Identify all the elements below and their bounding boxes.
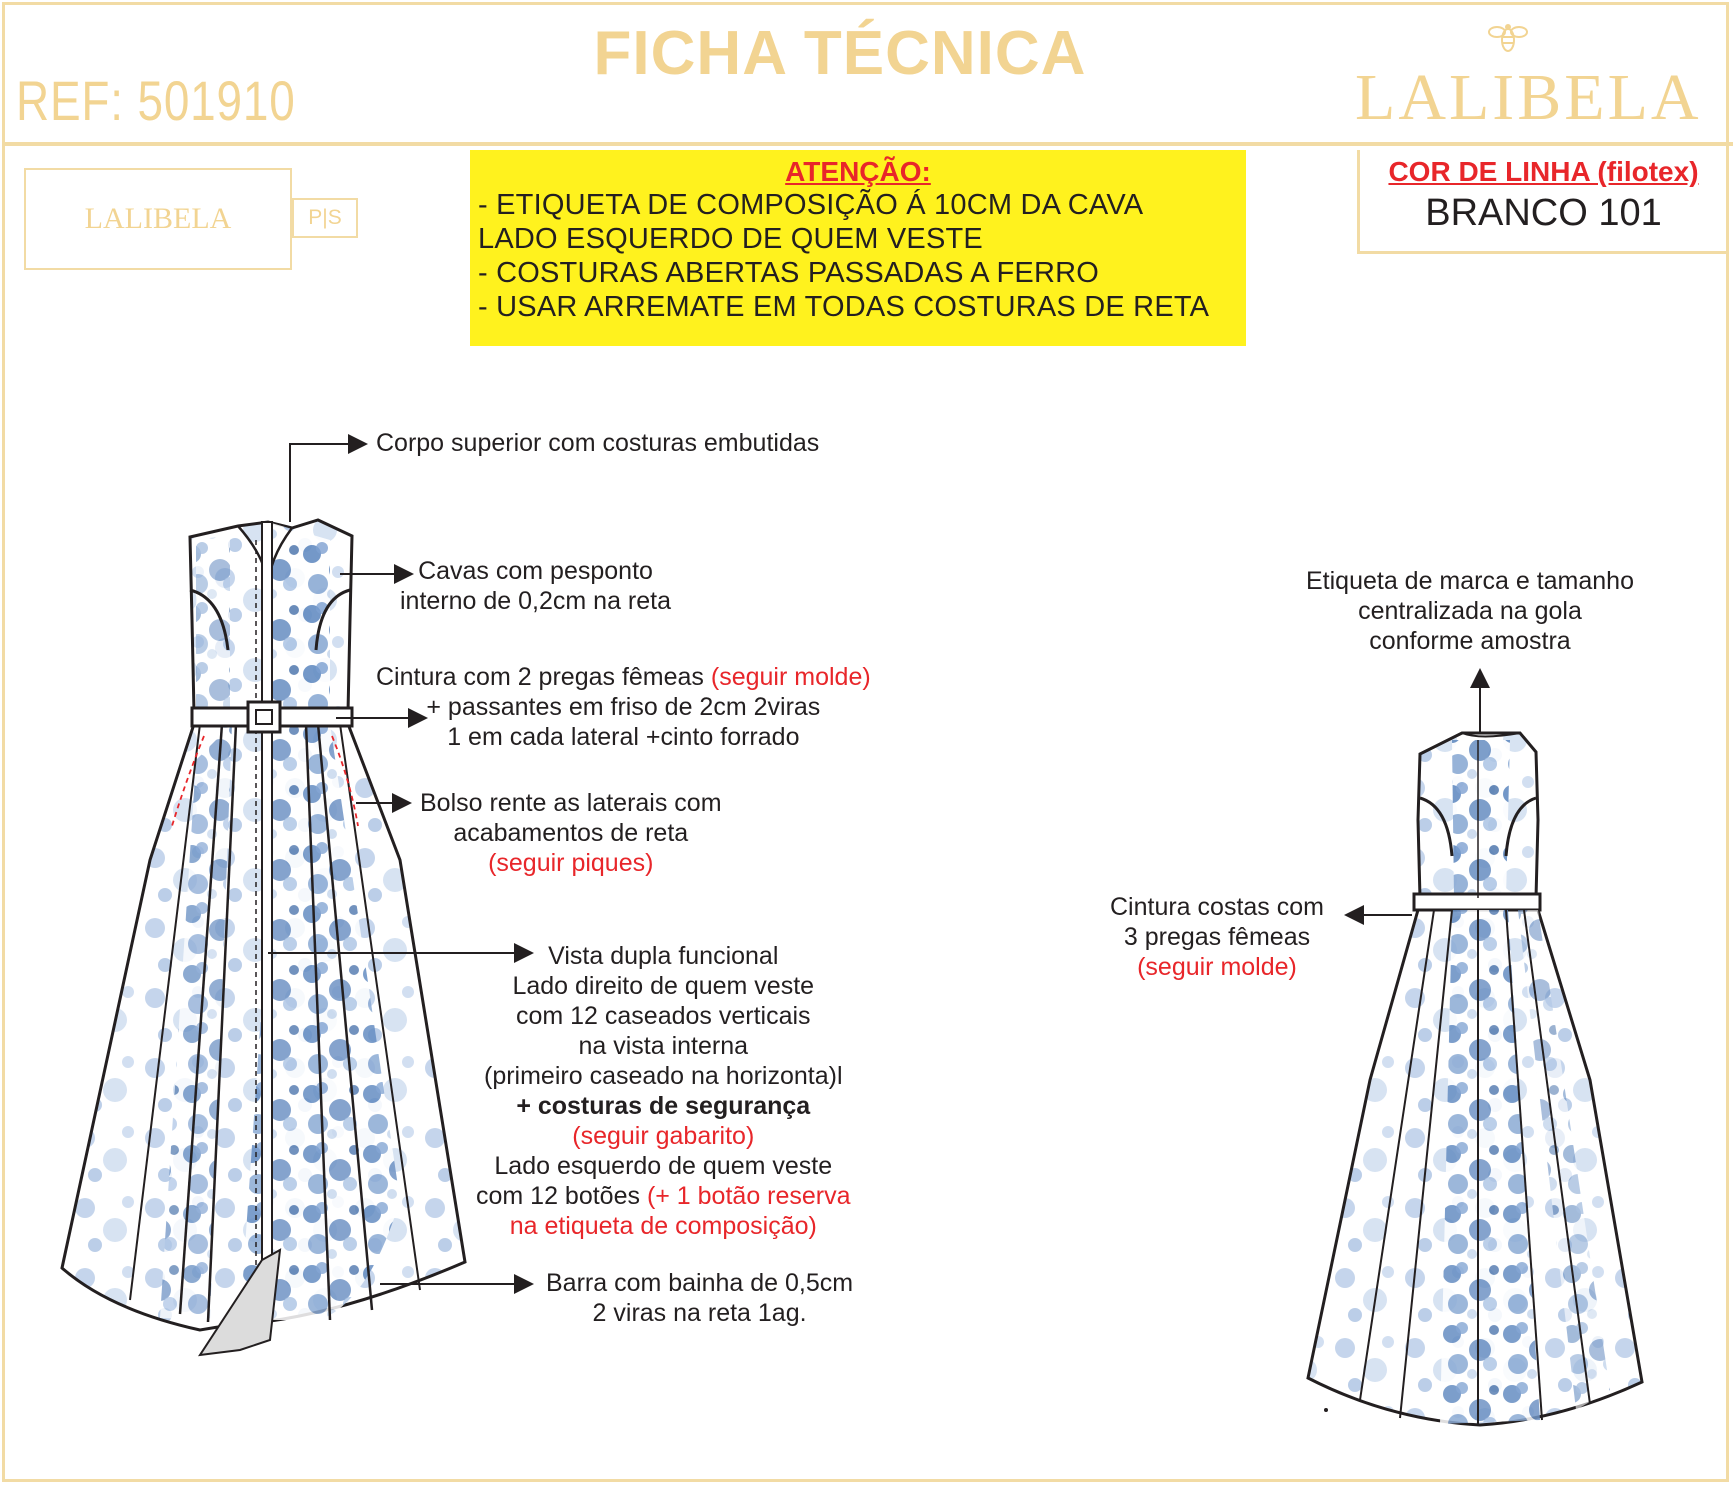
note-vista (476, 941, 851, 1241)
front-dress-drawing (62, 520, 465, 1355)
note-cavas-line: interno de 0,2cm na reta (400, 587, 671, 615)
note-vista-line: Lado direito de quem veste (512, 972, 815, 1000)
note-bolso-line: Bolso rente as laterais com (420, 789, 722, 817)
brand-logo: LALIBELA (1355, 61, 1702, 134)
note-vista-line: na vista interna (578, 1032, 749, 1060)
note-bolso (420, 788, 722, 878)
size-tag: P|S (292, 198, 358, 238)
note-cintura-line (376, 662, 871, 692)
attention-line: LADO ESQUERDO DE QUEM VESTE (478, 223, 983, 255)
note-etiqueta (1306, 566, 1634, 656)
note-cavas-line: Cavas com pesponto (418, 557, 653, 585)
note-vista-line: Vista dupla funcional (548, 942, 779, 970)
note-bolso-red: (seguir piques) (488, 849, 654, 877)
note-cintura (376, 662, 871, 752)
note-cintura-costas-red: (seguir molde) (1137, 953, 1297, 981)
back-dress-drawing (1308, 733, 1642, 1425)
note-barra-line: 2 viras na reta 1ag. (592, 1299, 807, 1327)
reference-code: REF: 501910 (16, 69, 296, 132)
note-cintura-line: 1 em cada lateral +cinto forrado (447, 723, 800, 751)
note-cintura-costas-line: Cintura costas com (1110, 893, 1324, 921)
note-vista-red: (+ 1 botão reserva (646, 1182, 851, 1210)
note-corpo (376, 428, 819, 458)
note-corpo-text: Corpo superior com costuras embutidas (376, 429, 820, 457)
note-cintura-costas (1110, 892, 1324, 982)
note-vista-bold: + costuras de segurança (516, 1092, 811, 1120)
page-title: FICHA TÉCNICA (593, 19, 1087, 88)
attention-line: - ETIQUETA DE COMPOSIÇÃO Á 10CM DA CAVA (478, 189, 1144, 221)
note-cintura-text: Cintura com 2 pregas fêmeas (376, 663, 711, 691)
note-vista-line (476, 1181, 851, 1211)
label-brand-text: LALIBELA (84, 202, 232, 235)
note-vista-text: com 12 botões (476, 1182, 647, 1210)
note-barra (546, 1268, 853, 1328)
note-etiqueta-line: conforme amostra (1369, 627, 1571, 655)
note-vista-red: na etiqueta de composição) (509, 1212, 817, 1240)
note-etiqueta-line: Etiqueta de marca e tamanho (1306, 567, 1634, 595)
thread-color-value: BRANCO 101 (1425, 192, 1662, 234)
thread-color-title: COR DE LINHA (filotex) (1388, 156, 1699, 187)
attention-line: - USAR ARREMATE EM TODAS COSTURAS DE RETA (478, 291, 1210, 323)
note-cintura-line: + passantes em friso de 2cm 2viras (426, 693, 821, 721)
note-barra-line: Barra com bainha de 0,5cm (546, 1269, 854, 1297)
note-etiqueta-line: centralizada na gola (1358, 597, 1582, 625)
note-vista-line: Lado esquerdo de quem veste (494, 1152, 833, 1180)
note-vista-red: (seguir gabarito) (572, 1122, 755, 1150)
note-cavas (400, 556, 671, 616)
note-vista-line: (primeiro caseado na horizonta)l (484, 1062, 843, 1090)
note-cintura-red: (seguir molde) (710, 663, 871, 691)
note-vista-line: com 12 caseados verticais (515, 1002, 811, 1030)
attention-line: - COSTURAS ABERTAS PASSADAS A FERRO (478, 257, 1099, 289)
attention-title: ATENÇÃO: (785, 156, 931, 187)
note-bolso-line: acabamentos de reta (453, 819, 689, 847)
note-cintura-costas-line: 3 pregas fêmeas (1123, 923, 1311, 951)
